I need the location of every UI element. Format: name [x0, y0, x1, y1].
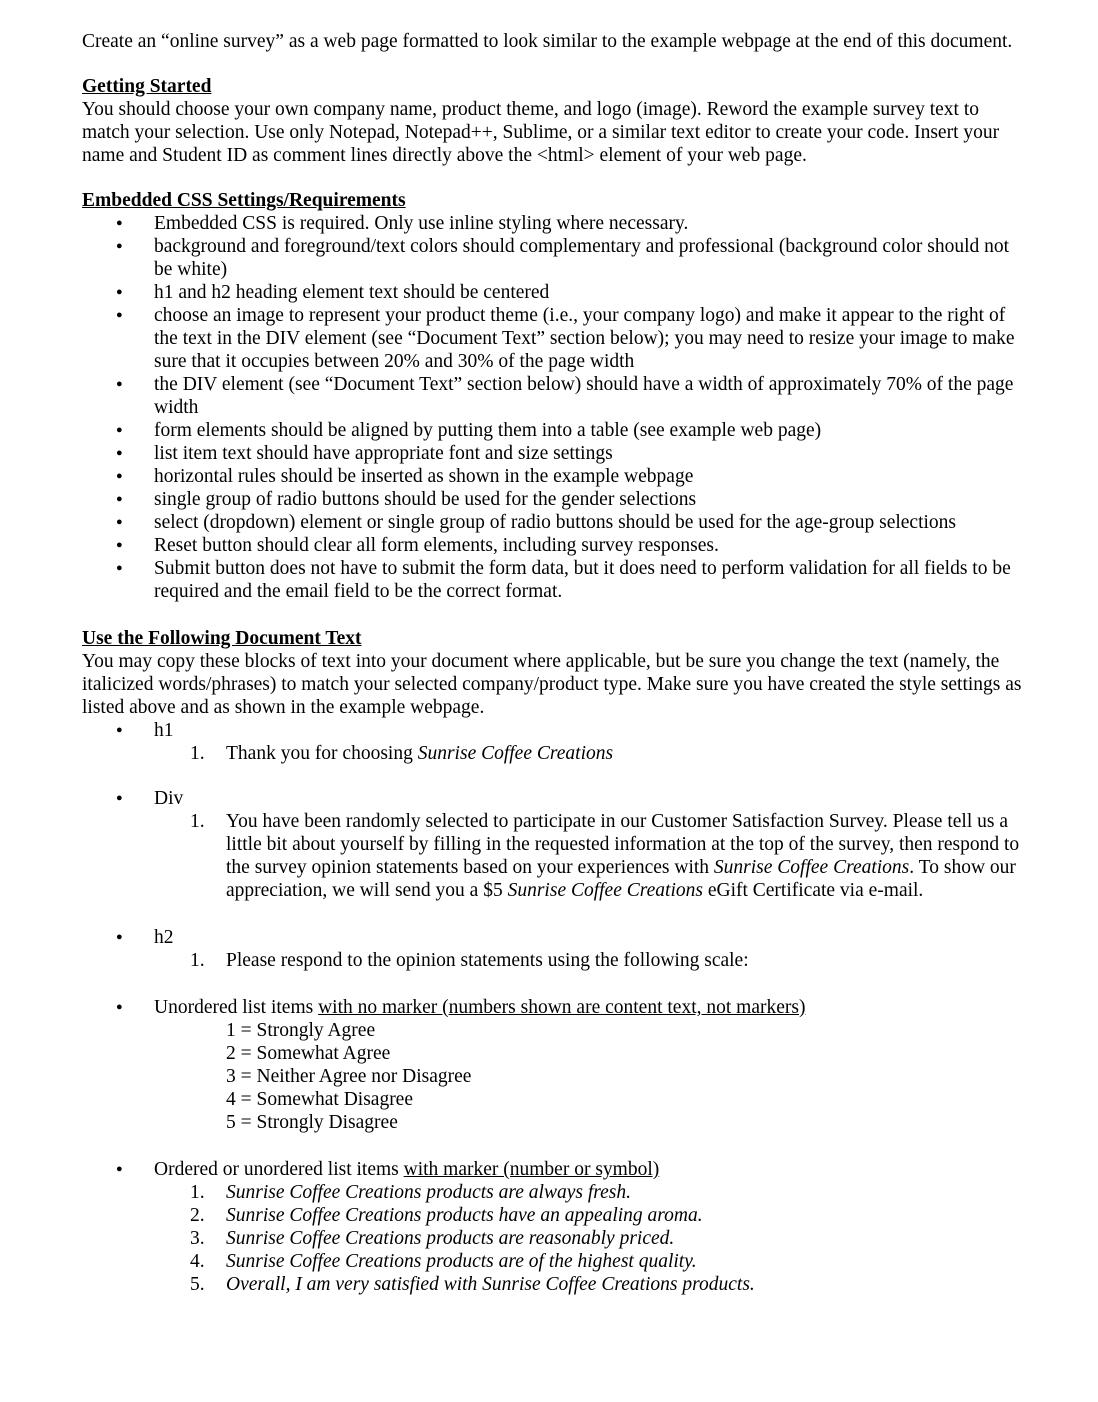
- list-item: ● horizontal rules should be inserted as shown in the example webpage: [82, 465, 1022, 488]
- list-item: ● Reset button should clear all form elements, including survey responses.: [82, 534, 1022, 557]
- h2-bullet: [82, 926, 1022, 949]
- unordered-list-label: [82, 996, 1022, 1019]
- label-underlined-text: with marker (number or symbol): [403, 1159, 660, 1180]
- h1-numbered-item: [82, 742, 1022, 765]
- scale-item: 1 = Strongly Agree: [226, 1020, 376, 1041]
- div-numbered-item: [82, 810, 1022, 902]
- item-number: 2.: [190, 1205, 205, 1226]
- item-number: 5.: [190, 1274, 205, 1295]
- div-company-name: Sunrise Coffee Creations: [507, 880, 703, 901]
- intro-paragraph: Create an “online survey” as a web page formatted to look similar to the example webpage at the end of this document.: [82, 31, 1013, 52]
- list-item: ● Embedded CSS is required. Only use inline styling where necessary.: [82, 212, 1022, 235]
- statement-item: [82, 1204, 1022, 1227]
- css-requirements-list: [82, 212, 1022, 603]
- item-number: 4.: [190, 1251, 205, 1272]
- h1-text: Thank you for choosing: [226, 743, 418, 764]
- h1-company-name: Sunrise Coffee Creations: [417, 743, 614, 764]
- list-item: ● Submit button does not have to submit the form data, but it does need to perform validation for all fields to be required and the email field to be the correct format.: [82, 557, 1022, 603]
- statement-list: [82, 1181, 1022, 1296]
- scale-item: 2 = Somewhat Agree: [226, 1043, 391, 1064]
- scale-item: 3 = Neither Agree nor Disagree: [226, 1066, 472, 1087]
- item-number: 1.: [190, 1182, 205, 1203]
- label-underlined-text: with no marker (numbers shown are content text, not markers): [318, 997, 806, 1018]
- scale-item: 4 = Somewhat Disagree: [226, 1089, 413, 1110]
- list-item: ● select (dropdown) element or single group of radio buttons should be used for the age-group selections: [82, 511, 1022, 534]
- h2-block: [82, 926, 1022, 949]
- statement-text: Sunrise Coffee Creations products are of the highest quality.: [226, 1251, 697, 1272]
- h1-label: h1: [154, 720, 174, 741]
- document-text-intro: You may copy these blocks of text into your document where applicable, but be sure you change the text (namely, the italicized words/phrases) to match your selected company/product type. Make sure you have created the style settings as listed above and as shown in the example webpage.: [82, 651, 1022, 718]
- list-item: ● form elements should be aligned by putting them into a table (see example web page): [82, 419, 1022, 442]
- statement-item: [82, 1181, 1022, 1204]
- statement-text: Sunrise Coffee Creations products are reasonably priced.: [226, 1228, 675, 1249]
- list-item: ● single group of radio buttons should be used for the gender selections: [82, 488, 1022, 511]
- statement-item: [82, 1250, 1022, 1273]
- h2-label: h2: [154, 927, 174, 948]
- list-item: ● the DIV element (see “Document Text” section below) should have a width of approximately 70% of the page width: [82, 373, 1022, 419]
- ordered-list-label: [82, 1158, 1022, 1181]
- item-number: 1.: [190, 950, 205, 971]
- list-item: ● background and foreground/text colors should complementary and professional (background color should not be white): [82, 235, 1022, 281]
- css-requirements-heading: Embedded CSS Settings/Requirements: [82, 190, 406, 211]
- h2-text: Please respond to the opinion statements using the following scale:: [226, 950, 749, 971]
- div-text-part: You have been randomly selected to participate in our Customer Satisfaction Survey. Please tell us a little bit about yourself by filling in the requested information at the top of the survey, then respond to the survey opinion statements based on your experiences with: [226, 811, 1020, 878]
- div-text-part: eGift Certificate via e-mail.: [702, 880, 924, 901]
- document-text-heading: Use the Following Document Text: [82, 628, 362, 649]
- div-company-name: Sunrise Coffee Creations: [713, 857, 910, 878]
- label-text: Ordered or unordered list items: [154, 1159, 404, 1180]
- unordered-list-bullet: [82, 996, 1022, 1019]
- item-number: 3.: [190, 1228, 205, 1249]
- getting-started-text: You should choose your own company name, product theme, and logo (image). Reword the example survey text to match your selection. Use only Notepad, Notepad++, Sublime, or a similar text editor to create your code. Insert your name and Student ID as comment lines directly above the <html> element of your web page.: [82, 99, 1000, 166]
- h2-numbered-item: [82, 949, 1022, 972]
- div-label: Div: [154, 788, 184, 809]
- div-bullet: [82, 787, 1022, 810]
- statement-text: Sunrise Coffee Creations products have an appealing aroma.: [226, 1205, 703, 1226]
- statement-item: [82, 1273, 1022, 1296]
- statement-text: Sunrise Coffee Creations products are always fresh.: [226, 1182, 631, 1203]
- item-number: 1.: [190, 811, 205, 832]
- item-number: 1.: [190, 743, 205, 764]
- list-item: ● choose an image to represent your product theme (i.e., your company logo) and make it appear to the right of the text in the DIV element (see “Document Text” section below); you may need to resize your image to make sure that it occupies between 20% and 30% of the page width: [82, 304, 1022, 373]
- getting-started-heading: Getting Started: [82, 76, 212, 97]
- scale-item: 5 = Strongly Disagree: [226, 1112, 398, 1133]
- scale-list: [82, 1019, 1022, 1134]
- document-page: [82, 30, 1022, 1296]
- ordered-list-bullet: [82, 1158, 1022, 1181]
- list-item: ● h1 and h2 heading element text should be centered: [82, 281, 1022, 304]
- div-text-part: . To show our appreciation, we will send you a $5: [226, 857, 1016, 901]
- statement-text: Overall, I am very satisfied with Sunrise Coffee Creations products.: [226, 1274, 755, 1295]
- label-text: Unordered list items: [154, 997, 319, 1018]
- h1-block: [82, 719, 1022, 742]
- statement-item: [82, 1227, 1022, 1250]
- document-text-list: [82, 719, 1022, 742]
- div-block: [82, 787, 1022, 810]
- list-item: ● list item text should have appropriate font and size settings: [82, 442, 1022, 465]
